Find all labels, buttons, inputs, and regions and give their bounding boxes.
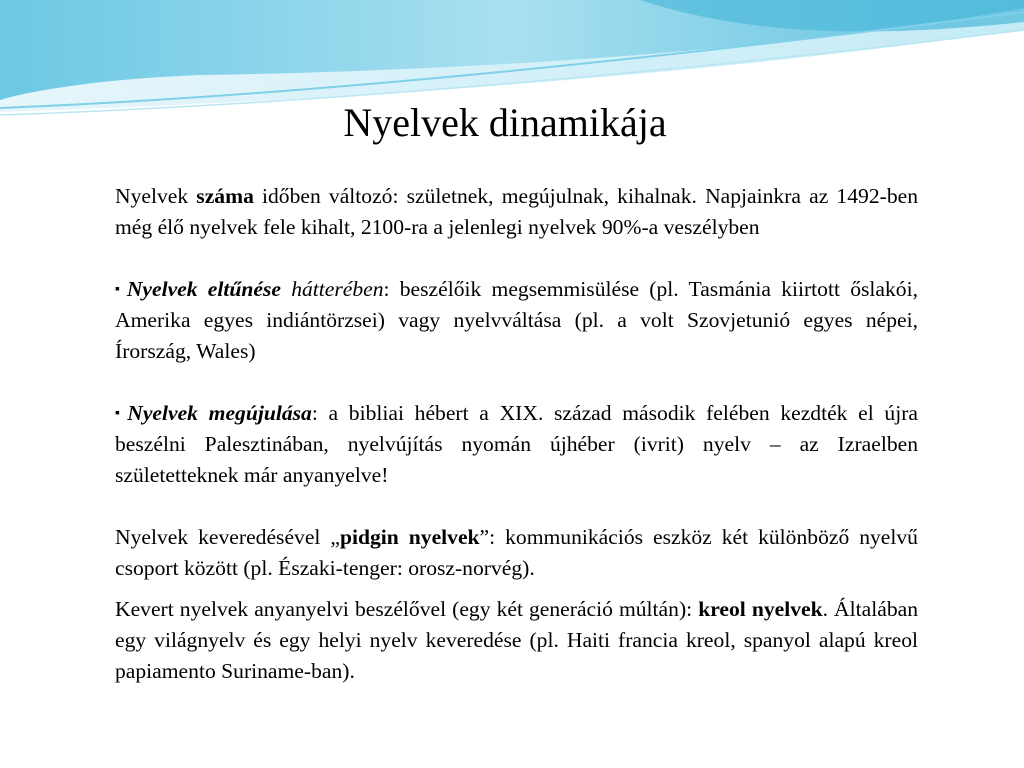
paragraph-pidgin: Nyelvek keveredésével „pidgin nyelvek”: kommunikációs eszköz két különböző nyelvű csoport között (pl. Északi-tenger: orosz-norvég). (115, 525, 918, 580)
slide-body (115, 181, 918, 687)
bullet-icon: ▪ (115, 406, 126, 421)
paragraph-creole: Kevert nyelvek anyanyelvi beszélővel (egy két generáció múltán): kreol nyelvek. Általában egy világnyelv és egy helyi nyelv keveredése (pl. Haiti francia kreol, spanyol alapú kreol papiamento Suriname-ban). (115, 597, 918, 683)
slide-title: Nyelvek dinamikája (343, 100, 667, 145)
paragraph-number-of-languages: Nyelvek száma időben változó: születnek, megújulnak, kihalnak. Napjainkra az 1492-ben még élő nyelvek fele kihalt, 2100-ra a jelenlegi nyelvek 90%-a veszélyben (115, 184, 918, 239)
paragraph-revival: ▪Nyelvek megújulása: a bibliai hébert a XIX. század második felében kezdték el újra beszélni Palesztinában, nyelvújítás nyomán újhéber (ivrit) nyelv – az Izraelben születetteknek már anyanyelve! (115, 401, 918, 487)
bullet-icon: ▪ (115, 282, 125, 297)
paragraph-disappearance: ▪Nyelvek eltűnése hátterében: beszélőik megsemmisülése (pl. Tasmánia kiirtott őslakói, Amerika egyes indiántörzsei) vagy nyelvváltása (pl. a volt Szovjetunió egyes népei, Írország, Wales) (115, 277, 918, 363)
